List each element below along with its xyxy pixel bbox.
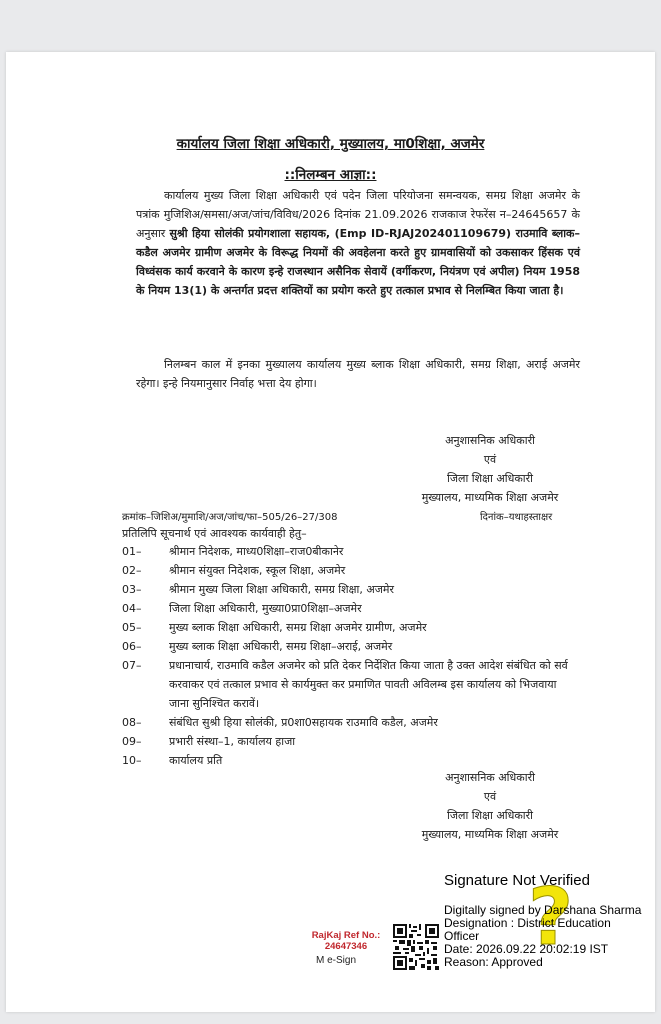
digital-signature-details — [444, 904, 659, 969]
signature-status: Signature Not Verified — [444, 872, 590, 889]
signature-date: Date: 2026.09.22 20:02:19 IST — [444, 942, 609, 956]
esign-label: M e-Sign — [316, 955, 357, 966]
signature-line: मुख्यालय, माध्यमिक शिक्षा अजमेर — [421, 491, 559, 504]
signature-block-1 — [400, 431, 580, 507]
designation-cont: Officer — [444, 929, 480, 943]
reference-number: क्रमांक–जिशिअ/मुमाशि/अज/जांच/फा–505/26–27/308 — [122, 512, 338, 523]
rajkaj-reference — [306, 930, 386, 952]
order-paragraph-1-text: कार्यालय मुख्य जिला शिक्षा अधिकारी एवं पदेन जिला परियोजना समन्वयक, समग्र शिक्षा अजमेर के पत्रांक मुजिशिअ/समसा/अज/जांच/विविध/2026 दिनांक 21.09.2026 राजकाज रेफरेंस न–24645657 के अनुसार — [136, 189, 580, 240]
order-paragraph-1-bold: सुश्री हिया सोलंकी प्रयोगशाला सहायक, (Emp ID-RJAJ202401109679) राउमावि ब्लाक–कडैल अजमेर ग्रामीण अजमेर के विरूद्ध नियमों की अवहेलना करते हुए ग्रामवासियों को उकसाकर हिंसक एवं विध्वंसक कार्य करवाने के कारण इन्हे राजस्थान असैनिक सेवायें (वर्गीकरण, नियंत्रण एवं अपील) नियम 1958 के नियम 13(1) के अन्तर्गत प्रदत्त शक्तियों का प्रयोग करते हुए तत्काल प्रभाव से निलम्बित किया जाता है। — [136, 227, 580, 297]
copy-heading: प्रतिलिपि सूचनार्थ एवं आवश्यक कार्यवाही हेतु– — [122, 527, 307, 540]
order-paragraph-1 — [136, 186, 580, 300]
signature-line: अनुशासनिक अधिकारी — [445, 434, 535, 447]
office-title: कार्यालय जिला शिक्षा अधिकारी, मुख्यालय, मा0शिक्षा, अजमेर — [176, 136, 485, 152]
designation: Designation : District Education — [444, 916, 611, 930]
rajkaj-number: 24647346 — [324, 941, 368, 952]
rajkaj-label: RajKaj Ref No.: — [311, 930, 381, 941]
signature-line: जिला शिक्षा अधिकारी — [446, 809, 534, 822]
signature-line: मुख्यालय, माध्यमिक शिक्षा अजमेर — [421, 828, 559, 841]
signature-line: जिला शिक्षा अधिकारी — [446, 472, 534, 485]
signature-line: एवं — [483, 790, 497, 803]
copy-list: 01– श्रीमान निदेशक, माध्य0शिक्षा–राज0बीकानेर 02– श्रीमान संयुक्त निदेशक, स्कूल शिक्षा, अजमेर 03– श्रीमान मुख्य जिला शिक्षा अधिकारी, समग्र शिक्षा, अजमेर 04– जिला शिक्षा अधिकारी, मुख्या0प्रा0शिक्षा–अजमेर 05– मुख्य ब्लाक शिक्षा अधिकारी, समग्र शिक्षा अजमेर ग्रामीण, अजमेर 06– मुख्य ब्लाक शिक्षा अधिकारी, समग्र शिक्षा–अराई, अजमेर 07– प्रधानाचार्य, राउमावि कडैल अजमेर को प्रति देकर निर्देशित किया जाता है उक्त आदेश संबंधित को सर्व करवाकर एवं तत्काल प्रभाव से कार्यमुक्त कर प्रमाणित पावती अविलम्ब इस कार्यालय को भिजवाया जाना सुनिश्चित करावें। 08– संबंधित सुश्री हिया सोलंकी, प्र0शा0सहायक राउमावि कडैल, अजमेर 09– प्रभारी संस्था–1, कार्यालय हाजा 10– कार्यालय प्रति — [122, 545, 568, 767]
signed-by: Digitally signed by Darshana Sharma — [444, 903, 642, 917]
reference-date: दिनांक–यथाहस्ताक्षर — [480, 512, 553, 523]
question-mark-icon: ? — [528, 873, 574, 963]
order-heading: ::निलम्बन आज्ञा:: — [284, 167, 377, 183]
signature-reason: Reason: Approved — [444, 955, 543, 969]
order-paragraph-2: निलम्बन काल में इनका मुख्यालय कार्यालय मुख्य ब्लाक शिक्षा अधिकारी, समग्र शिक्षा, अराई अजमेर रहेगा। इन्हे नियमानुसार निर्वाह भत्ता देय होगा। — [136, 358, 580, 390]
signature-block-2 — [400, 768, 580, 844]
signature-line: अनुशासनिक अधिकारी — [445, 771, 535, 784]
signature-line: एवं — [483, 453, 497, 466]
qr-code-icon — [393, 924, 439, 970]
